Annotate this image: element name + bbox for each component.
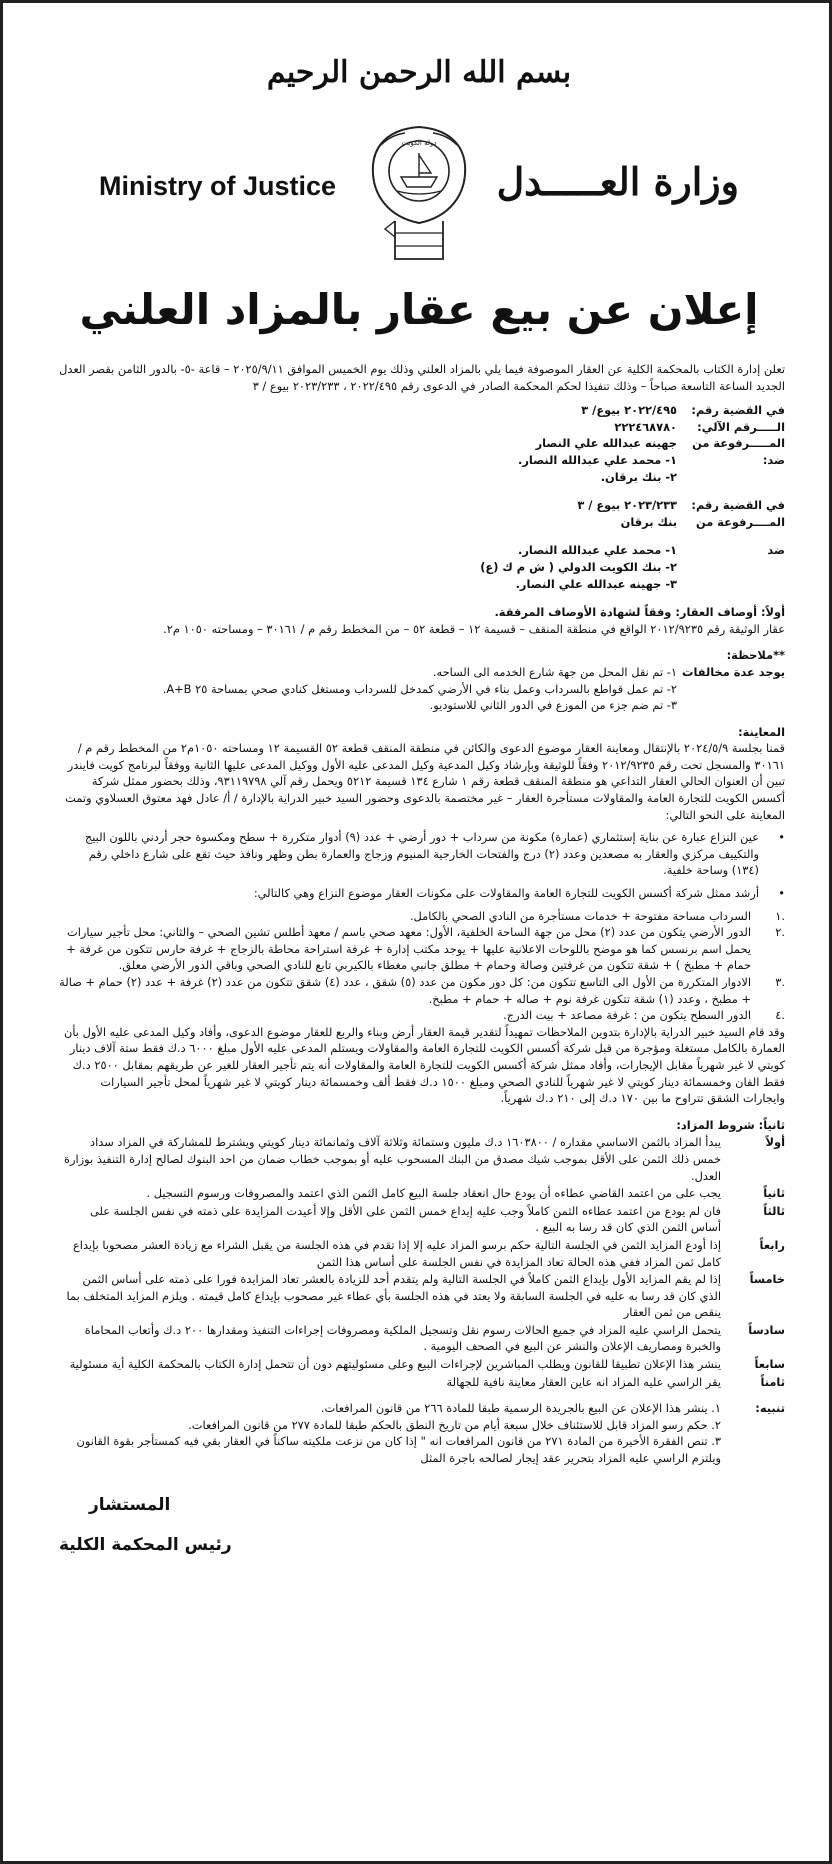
condition-item xyxy=(59,1322,785,1355)
case-value: جهينه عبدالله علي النصار xyxy=(535,436,677,451)
condition-label: سادساً xyxy=(748,1322,785,1337)
condition-item xyxy=(59,1356,785,1373)
section-heading-description: أولاً: أوصاف العقار: وفقاً لشهادة الأوصاف المرفقة. xyxy=(494,605,785,620)
violation-item: ١- تم نقل المحل من جهة شارع الخدمه الى الساحه. xyxy=(432,664,677,679)
defendant: ١- محمد علي عبدالله النصار. xyxy=(518,543,677,558)
item-number: .٤ xyxy=(775,1008,785,1023)
case-row xyxy=(59,497,785,514)
signature-role: رئيس المحكمة الكلية xyxy=(59,1534,232,1555)
condition-text: ينشر هذا الإعلان تطبيقا للقانون ويطلب المباشرين لإجراءات البيع وعلى مسئوليتهم دون أن تتحمل إدارة الكتاب بالمحكمة الكلية أية مسئولية xyxy=(69,1357,721,1372)
condition-text: إذا أودع المزايد الثمن في الجلسة التالية حكم برسو المزاد عليه إلا إذا تقدم في هذه الجلسة من يقبل الشراء مع زيادة العشر مصحوبا بإيداع كامل ثمن المزاد ففي هذه الحالة تعاد المزايدة في نفس الجلسة على أساس هذا الثمن xyxy=(72,1237,721,1269)
condition-label: أولاً xyxy=(765,1135,785,1150)
against-label: ضد: xyxy=(762,452,785,467)
case-row xyxy=(59,542,785,559)
signature-block xyxy=(59,1494,785,1577)
condition-item xyxy=(59,1271,785,1321)
inspection-heading: المعاينة: xyxy=(738,724,785,739)
case-label: في القضية رقم: xyxy=(691,498,785,513)
list-item xyxy=(59,908,785,925)
component-text: الادوار المتكررة من الأول الى التاسع تتكون من: كل دور مكون من عدد (٥) شقق ، عدد (٤) شقق تتكون من عدد (٢) غرفة + عدد (٢) حمام + صالة + مطبخ ، وعدد (١) شقة تتكون غرفة نوم + صاله + حمام + مطبخ. xyxy=(59,975,751,1006)
bullet-icon: • xyxy=(778,886,785,901)
item-number: .٢ xyxy=(775,925,785,940)
ministry-name-en: Ministry of Justice xyxy=(99,171,337,201)
defendant: ٢- بنك برقان. xyxy=(600,469,677,484)
case-row xyxy=(59,452,785,469)
case-row xyxy=(59,435,785,452)
case-row xyxy=(59,419,785,436)
announcement-body xyxy=(59,361,785,1577)
component-text: الدور السطح يتكون من : غرفة مصاعد + بيت الدرج. xyxy=(503,1008,751,1023)
case-row xyxy=(59,514,785,531)
condition-label: ثامناً xyxy=(760,1374,785,1389)
condition-label: ثانياً xyxy=(763,1186,785,1201)
against-label: ضد xyxy=(767,543,785,558)
alert-list xyxy=(59,1400,721,1466)
alert-item: ٢. حكم رسو المزاد قابل للاستئناف خلال سبعة أيام من تاريخ النطق بالحكم طبقا للمادة ٢٧٧ من قانون المرافعات. xyxy=(188,1417,721,1432)
case-row xyxy=(59,402,785,419)
list-item xyxy=(59,885,785,902)
condition-text: يتحمل الراسي عليه المزاد في جميع الحالات رسوم نقل وتسجيل الملكية ومصروفات إجراءات التنفيذ ومقدارها ٢٠٠ د.ك وأتعاب المحاماة والخبرة ومصاريف الإعلان والنشر عن البيع في الصحف اليومية . xyxy=(84,1322,721,1354)
list-item xyxy=(59,1007,785,1024)
intro-text: تعلن إدارة الكتاب بالمحكمة الكلية عن العقار الموصوفة فيما يلي بالمزاد العلني وذلك يوم الخميس الموافق ٢٠٢٥/٩/١١ – قاعة -٥- بالدور الثامن بقصر العدل الجديد الساعة التاسعة صباحاً – وذلك تنفيذا لحكم المحكمة الصادر في الدعوى رقم ٢٠٢٢/٤٩٥ ، ٢٠٢٣/٢٣٣ بيوع / ٣ xyxy=(59,362,785,393)
condition-text: يجب على من اعتمد القاضي عطاءه أن يودع حال انعقاد جلسة البيع كامل الثمن الذي اعتمد والمصروفات ورسوم التسجيل . xyxy=(146,1186,721,1201)
signature-title: المستشار xyxy=(89,1494,171,1515)
alert-block xyxy=(59,1400,785,1466)
list-item xyxy=(59,924,785,974)
case-label: المـــــرفوعة من xyxy=(692,436,785,451)
condition-text: فان لم يودع من اعتمد عطاءه الثمن كاملاً وجب عليه إيداع خمس الثمن على الأقل وإلا أعيدت المزايدة على ذمته في نفس الجلسة على أساس الثمن الذي كان قد رسا به البيع . xyxy=(89,1203,721,1235)
condition-label: سابعاً xyxy=(754,1357,785,1372)
emblem-caption: دولة الكويت xyxy=(401,139,437,147)
defendant: ٢- بنك الكويت الدولي ( ش م ك (ع) xyxy=(480,559,677,574)
violations-label: يوجد عدة مخالفات xyxy=(682,664,785,679)
defendant: ٣- جهينه عبدالله علي النصار. xyxy=(515,576,677,591)
case-value: ٢٢٢٤٦٨٧٨٠ xyxy=(614,419,677,434)
case-block-2 xyxy=(59,497,785,592)
condition-text: يبدأ المزاد بالثمن الاساسي مقداره / ١٦٠٣٨٠٠ د.ك مليون وستمائة وثلاثة آلاف وثمانمائة دينار كويتي ويشترط للمشاركة في المزاد سداد خمس ذلك الثمن على الأقل بموجب شيك مصدق من البنك المسحوب عليه أو بموجب خطاب ضمان من احد البنوك لصالح إدارة التنفيذ بوزارة العدل. xyxy=(64,1135,721,1183)
case-label: الـــــرقم الآلي: xyxy=(697,419,785,434)
violation-item: ٣- تم ضم جزء من الموزع في الدور الثاني للاستوديو. xyxy=(429,698,677,713)
case-block-1 xyxy=(59,402,785,485)
basmala: بسم الله الرحمن الرحيم xyxy=(266,55,572,90)
building-description: عين النزاع عبارة عن بناية إستثماري (عمارة) مكونة من سرداب + دور أرضي + عدد (٩) أدوار متكررة + سطح ومكسوة حجر أردني باللون البيج والتكييف مركزي والعقار به مصعدين وعدد (٢) درج والفتحات الخارجية المنيوم وزجاج والعمارة بطن وظهر ونافذ حيث تقع على شارع داخلي رقم (١٣٤) وساحة خلفية. xyxy=(84,830,759,878)
condition-label: رابعاً xyxy=(759,1237,785,1252)
item-number: .٣ xyxy=(775,975,785,989)
alert-item: ٣. تنص الفقرة الأخيرة من المادة ٢٧١ من قانون المرافعات انه " إذا كان من نزعت ملكيته ساكناً في العقار بقي فيه كمستأجر بقوة القانون ويلتزم الراسي عليه المزاد بتحرير عقد إيجار لصالحه باجرة المثل xyxy=(76,1434,721,1466)
component-text: السرداب مساحة مفتوحة + خدمات مستأجرة من النادي الصحي بالكامل. xyxy=(409,908,751,923)
case-value: ٢٠٢٢/٤٩٥ بيوع/ ٣ xyxy=(581,403,677,418)
ministry-name-ar: وزارة العـــــدل xyxy=(496,159,739,204)
valuation-text: وقد قام السيد خبير الدراية بالإدارة بتدوين الملاحظات تمهيداً لتقدير قيمة العقار أرض وبناء والربع للعقار موضوع الدعوى، وأفاد وكيل المدعى عليه الأول بأن العمارة بالكامل مستغلة ومؤجرة من قبل شركة أكسس الكويت للتجارة العامة والمقاولات ويستلم المدعى عليه الأول مبلغ ٦٠٠٠ د.ك فقط ستة آلاف دينار كويتي لا غير شهرياً مقابل الإيجارات، وأفاد ممثل شركة أكسس الكويت للتجارة العامة والمقاولات أنه يتم تأجير العقار للغير عن طريقهم بمقابل ٢٥٠٠ د.ك فقط الفان وخمسمائة دينار كويتي لا غير شهرياً للنادي الصحي ومبلغ ١٥٠٠ د.ك فقط ألف وخمسمائة دينار كويتي لا غير شهرياً لمحل تأجير السيارات وايجارات الشقق تتراوح ما بين ١٧٠ د.ك إلى ٢١٠ د.ك شهرياً. xyxy=(63,1024,785,1106)
condition-item xyxy=(59,1134,785,1184)
property-description: عقار الوثيقة رقم ٢٠١٢/٩٢٣٥ الواقع في منطقة المنقف – قسيمة ١٢ – قطعة ٥٢ – من المخطط رقم م / ٣٠١٦١ – ومساحته ١٠٥٠ م٢. xyxy=(163,621,785,636)
component-text: الدور الأرضي يتكون من عدد (٢) محل من جهة الساحة الخلفية، الأول: معهد صحي باسم / معهد أطلس تشين الصحي – والثاني: محل تأجير سيارات يحمل اسم برنسس كما هو موضح باللوحات الاعلانية عليها + يوجد مكتب إدارة + غرفة استراحة محاطة بالزجاج + غرفة حارس تتكون من غرفة + حمام + مطبخ ) + شقة تتكون من غرفتين وصالة وحمام + مطلق جانبي مغطاء بالكيربي تابع للنادي الصحي وباقي الدور الأرضي معلق. xyxy=(66,925,751,973)
violations-block xyxy=(59,664,785,681)
condition-label: ثالثاً xyxy=(763,1203,785,1218)
defendant: ١- محمد علي عبدالله النصار. xyxy=(518,452,677,467)
list-item xyxy=(59,829,785,879)
conditions-heading: ثانياً: شروط المزاد: xyxy=(676,1117,785,1132)
list-item xyxy=(59,974,785,1007)
case-value: بنك برقان xyxy=(620,514,677,529)
case-label: المــــرفوعة من xyxy=(695,514,785,529)
condition-item xyxy=(59,1203,785,1236)
case-label: في القضية رقم: xyxy=(691,403,785,418)
condition-item xyxy=(59,1374,785,1391)
case-value: ٢٠٢٣/٢٣٣ بيوع / ٣ xyxy=(577,498,677,513)
page-title: إعلان عن بيع عقار بالمزاد العلني xyxy=(79,285,759,334)
note-heading: **ملاحظة: xyxy=(726,648,785,663)
item-number: .١ xyxy=(775,908,785,923)
condition-label: خامساً xyxy=(749,1272,785,1287)
alert-heading: تنبيه: xyxy=(755,1401,785,1416)
ministry-header xyxy=(3,123,832,273)
kuwait-emblem-icon xyxy=(361,125,477,265)
violation-item: ٢- تم عمل قواطع بالسرداب وعمل بناء في الأرضي كمدخل للسرداب ومستغل كنادي صحي بمساحة ٢٥ A+B. xyxy=(162,681,677,696)
condition-item xyxy=(59,1237,785,1270)
condition-text: يقر الراسي عليه المزاد انه عاين العقار معاينة نافية للجهالة xyxy=(446,1374,721,1389)
inspection-text: قمنا بجلسة ٢٠٢٤/٥/٩ بالإنتقال ومعاينة العقار موضوع الدعوى والكائن في منطقة المنقف قطعة ٥٢ القسيمة ١٢ ومساحته ١٠٥٠م٢ من المخطط رقم م / ٣٠١٦١ والمسجل تحت رقم ٢٠١٢/٩٢٣٥ وفقاً للوثيقة وبإرشاد وكيل المدعية وكيل المدعى عليه الأول ووكيل المدعى عليها الثانية ووفقاً لبرنامج كويت فايندر تبين أن العنوان الحالي العقار التداعي هو منطقة المنقف قطعة رقم ١ شارع ١٣٤ قسيمة ٥٢١٢ ويحمل رقم آلي ٩٣١١٩٧٩٨، وذلك بحضور ممثل شركة أكسس الكويت للتجارة العامة والمقاولات مستأجرة العقار – غير مختصمة بالدعوى وحضور السيد خبير الدراية بالإدارة / أ/ عادل فهد معتوق العسلاوي وتمت المعاينة على النحو التالي: xyxy=(65,741,785,822)
condition-text: إذا لم يقم المزايد الأول بإيداع الثمن كاملاً في الجلسة التالية ولم يتقدم أحد للزيادة بالعشر تعاد المزايدة فورا على ذمته على أساس الثمن الذي كان قد رسا به عليه في الجلسة السابقة ولا يعتد في هذه الجلسة بأي عطاء غير مصحوب بإيداع كامل قيمته . ويلزم المزايد المتخلف بما ينقص من ثمن العقار xyxy=(66,1272,721,1320)
condition-item xyxy=(59,1185,785,1202)
alert-item: ١. ينشر هذا الإعلان عن البيع بالجريدة الرسمية طبقا للمادة ٢٦٦ من قانون المرافعات. xyxy=(320,1401,721,1416)
bullet-icon: • xyxy=(778,830,785,845)
components-intro: أرشد ممثل شركة أكسس الكويت للتجارة العامة والمقاولات على مكونات العقار موضوع النزاع وهي كالتالي: xyxy=(253,886,759,901)
